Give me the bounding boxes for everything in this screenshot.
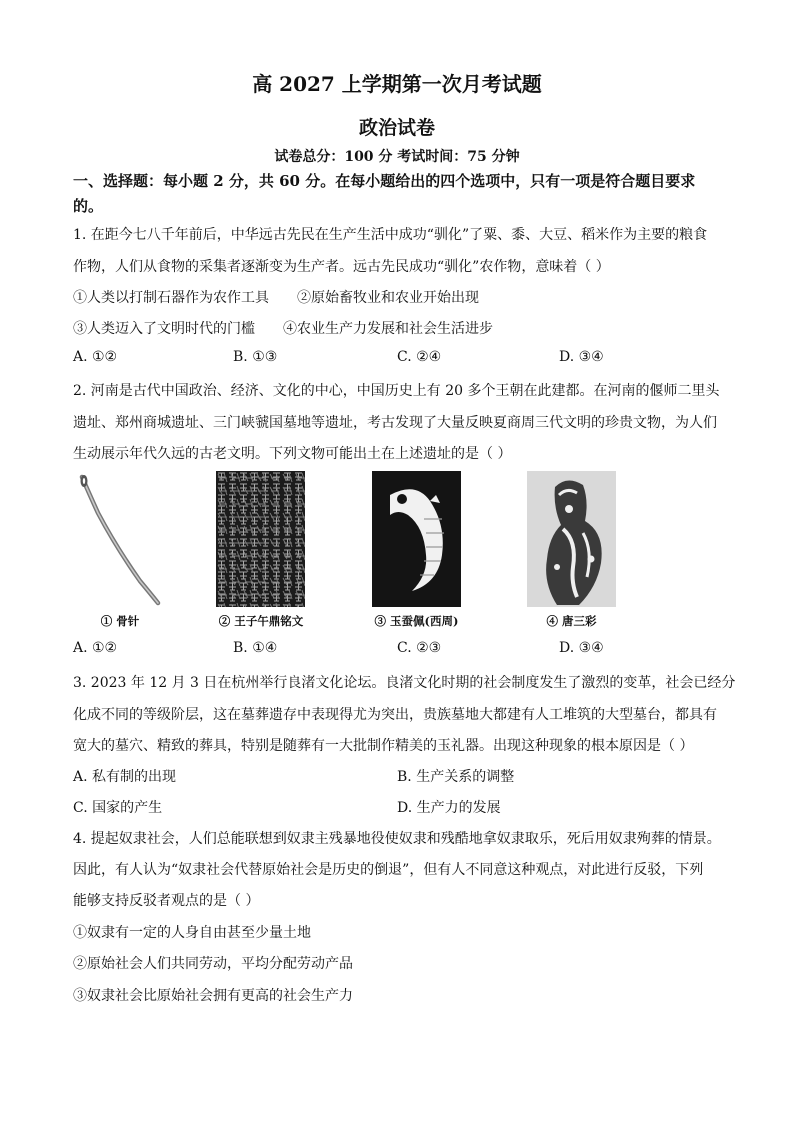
q2-option-b: B. ①④: [233, 640, 278, 656]
q1-option-c: C. ②④: [397, 349, 442, 365]
q1-statement-1: ①人类以打制石器作为农作工具: [73, 290, 269, 306]
section-heading-line-2: 的。: [73, 197, 104, 215]
q1-option-d: D. ③④: [559, 349, 604, 365]
q3-stem-line-3: 宽大的墓穴、精致的葬具，特别是随葬有一大批制作精美的玉礼器。出现这种现象的根本原因是（ ）: [73, 738, 694, 754]
q3-option-c: C. 国家的产生: [73, 800, 163, 816]
q2-stem-line-1: 2. 河南是古代中国政治、经济、文化的中心，中国历史上有 20 多个王朝在此建都。在河南的偃师二里头: [73, 383, 720, 399]
q3-stem-line-1: 3. 2023 年 12 月 3 日在杭州举行良渚文化论坛。良渚文化时期的社会制度发生了激烈的变革，社会已经分: [73, 675, 736, 691]
exam-subtitle: 政治试卷: [358, 117, 435, 139]
q4-statement-3: ③奴隶社会比原始社会拥有更高的社会生产力: [73, 988, 353, 1004]
q3-stem-line-2: 化成不同的等级阶层，这在墓葬遗存中表现得尤为突出，贵族墓地大都建有人工堆筑的大型墓台，都具有: [73, 707, 717, 723]
q2-option-d: D. ③④: [559, 640, 604, 656]
q2-option-c: C. ②③: [397, 640, 442, 656]
inscription-rubbing-image: [216, 471, 305, 607]
caption-bone-needle: ① 骨针: [100, 614, 140, 628]
q1-stem-line-1: 1. 在距今七八千年前后，中华远古先民在生产生活中成功“驯化”了粟、黍、大豆、稻米作为主要的粮食: [73, 227, 708, 243]
q1-option-a: A. ①②: [73, 349, 118, 365]
q3-option-d: D. 生产力的发展: [397, 800, 501, 816]
caption-inscription: ② 王子午鼎铭文: [218, 614, 304, 628]
q2-stem-line-3: 生动展示年代久远的古老文明。下列文物可能出土在上述遗址的是（ ）: [73, 446, 512, 462]
q4-stem-line-3: 能够支持反驳者观点的是（ ）: [73, 893, 260, 909]
exam-meta: 试卷总分：100 分 考试时间：75 分钟: [274, 149, 520, 165]
q3-option-a: A. 私有制的出现: [73, 769, 177, 785]
exam-title: 高 2027 上学期第一次月考试题: [252, 72, 542, 96]
caption-tang-sancai: ④ 唐三彩: [546, 614, 597, 628]
jade-silkworm-image: [372, 471, 461, 607]
q4-stem-line-2: 因此，有人认为“奴隶社会代替原始社会是历史的倒退”，但有人不同意这种观点，对此进行反驳，下列: [73, 862, 704, 878]
q1-statement-2: ②原始畜牧业和农业开始出现: [297, 290, 479, 306]
tang-sancai-image: [527, 471, 616, 607]
q3-option-b: B. 生产关系的调整: [397, 769, 515, 785]
q1-statement-3: ③人类迈入了文明时代的门槛: [73, 321, 255, 337]
q4-statement-2: ②原始社会人们共同劳动，平均分配劳动产品: [73, 956, 353, 972]
section-heading-line-1: 一、选择题：每小题 2 分，共 60 分。在每小题给出的四个选项中，只有一项是符合题目要求: [73, 172, 696, 190]
q1-option-b: B. ①③: [233, 349, 278, 365]
q4-statement-1: ①奴隶有一定的人身自由甚至少量土地: [73, 925, 311, 941]
q4-stem-line-1: 4. 提起奴隶社会，人们总能联想到奴隶主残暴地役使奴隶和残酷地拿奴隶取乐，死后用奴隶殉葬的情景。: [73, 831, 721, 847]
q2-option-a: A. ①②: [73, 640, 118, 656]
q1-stem-line-2: 作物，人们从食物的采集者逐渐变为生产者。远古先民成功“驯化”农作物，意味着（ ）: [73, 259, 610, 275]
caption-jade-silkworm: ③ 玉蚕佩(西周): [374, 614, 459, 628]
q1-statement-4: ④农业生产力发展和社会生活进步: [283, 321, 493, 337]
section-heading: [73, 169, 733, 219]
bone-needle-image: [70, 471, 170, 607]
q2-stem-line-2: 遗址、郑州商城遗址、三门峡虢国墓地等遗址，考古发现了大量反映夏商周三代文明的珍贵文物，为人们: [73, 415, 717, 431]
